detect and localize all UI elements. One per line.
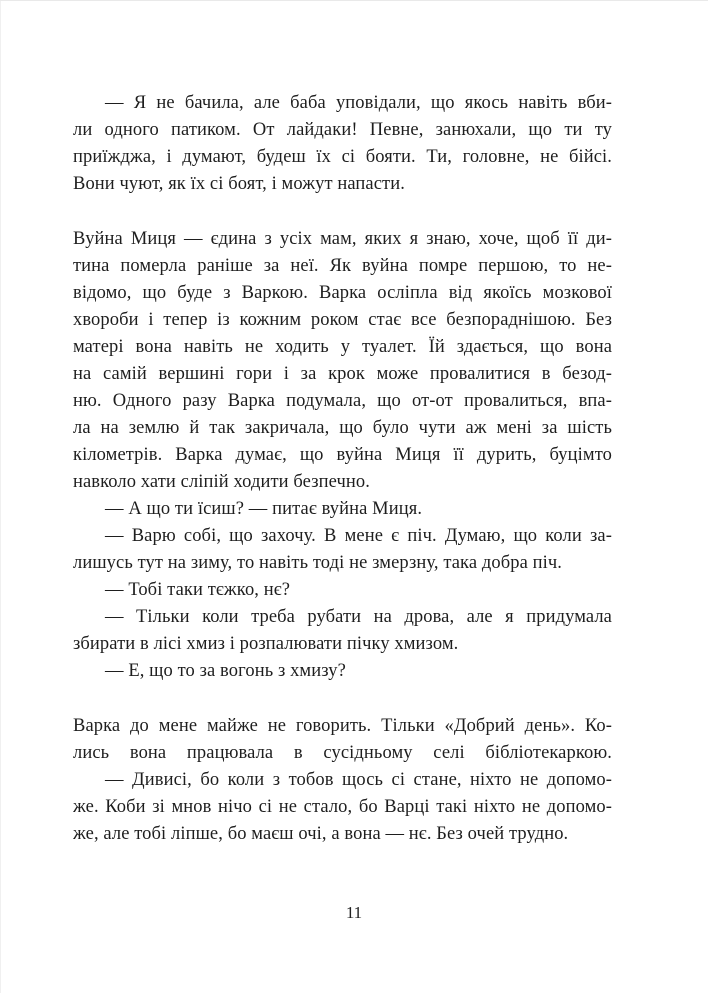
- text-line: лишусь тут на зиму, то навіть тоді не змерзну, така добра піч.: [73, 553, 563, 573]
- text-line: хвороби і тепер із кожним роком стає все безпораднішою. Без: [73, 310, 612, 330]
- text-line: — Е, що то за вогонь з хмизу?: [105, 661, 346, 681]
- text-block: [73, 90, 612, 848]
- text-line: — Варю собі, що захочу. В мене є піч. Думаю, що коли за-: [105, 526, 612, 546]
- page-number: 11: [345, 903, 363, 922]
- text-line: матері вона навіть не ходить у туалет. Їй здається, що вона: [73, 337, 612, 357]
- text-line: ню. Одного разу Варка подумала, що от-от провалиться, впа-: [73, 391, 612, 411]
- text-line: збирати в лісі хмиз і розпалювати пічку хмизом.: [73, 634, 459, 654]
- paragraph: [73, 658, 612, 685]
- text-line: на самій вершині гори і за крок може провалитися в безод-: [73, 364, 612, 384]
- text-line: лись вона працювала в сусідньому селі бібліотекаркою.: [73, 743, 612, 763]
- text-line: — Дивисі, бо коли з тобов щось сі стане, ніхто не допомо-: [105, 770, 612, 790]
- text-line: — Тобі таки тєжко, нє?: [105, 580, 291, 600]
- text-line: же, але тобі ліпше, бо маєш очі, а вона — нє. Без очей трудно.: [73, 824, 569, 844]
- paragraph: [73, 496, 612, 523]
- text-line: — Тільки коли треба рубати на дрова, але я придумала: [105, 607, 612, 627]
- text-line: ла на землю й так закричала, що було чути аж мені за шість: [73, 418, 612, 438]
- text-line: Варка до мене майже не говорить. Тільки «Добрий день». Ко-: [73, 716, 612, 736]
- paragraph: [73, 523, 612, 577]
- text-line: же. Коби зі мнов нічо сі не стало, бо Варці такі ніхто не допомо-: [73, 797, 612, 817]
- paragraph: [73, 604, 612, 658]
- text-line: відомо, що буде з Варкою. Варка осліпла від якоїсь мозкової: [73, 283, 612, 303]
- text-line: — А що ти їсиш? — питає вуйна Миця.: [105, 499, 423, 519]
- text-line: навколо хати сліпій ходити безпечно.: [73, 472, 370, 492]
- paragraph: [73, 226, 612, 496]
- text-line: Вони чуют, як їх сі боят, і можут напасти.: [73, 174, 405, 194]
- text-line: приїжджа, і думают, будеш їх сі бояти. Ти, головне, не бійсі.: [73, 147, 612, 167]
- text-line: Вуйна Миця — єдина з усіх мам, яких я знаю, хоче, щоб її ди-: [73, 229, 612, 249]
- text-line: ли одного патиком. От лайдаки! Певне, занюхали, що ти ту: [73, 120, 612, 140]
- paragraph: [73, 90, 612, 198]
- paragraph: [73, 577, 612, 604]
- text-line: тина померла раніше за неї. Як вуйна помре першою, то не-: [73, 256, 612, 276]
- text-line: — Я не бачила, але баба уповідали, що якось навіть вби-: [105, 93, 612, 113]
- text-line: кілометрів. Варка думає, що вуйна Миця її дурить, буцімто: [73, 445, 612, 465]
- paragraph: [73, 713, 612, 848]
